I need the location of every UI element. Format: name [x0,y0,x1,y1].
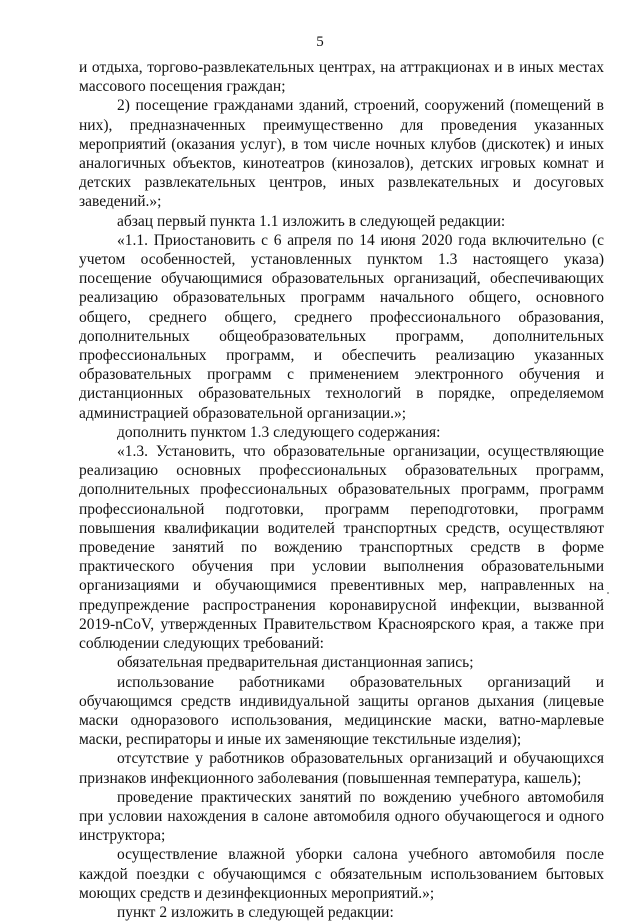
document-body [79,58,604,922]
scan-speck [607,592,609,594]
paragraph: 2) посещение гражданами зданий, строений, сооружений (помещений в них), предназначенных преимущественно для проведения указанных мероприятий (оказания услуг), в том числе ночных клубов (дискотек) и иных аналогичных объектов, кинотеатров (кинозалов), детских игровых комнат и детских развлекательных центров, иных развлекательных и досуговых заведений.»; [79,97,604,211]
paragraph: «1.3. Установить, что образовательные организации, осуществляющие реализацию основных профессиональных образовательных программ, дополнительных профессиональных образовательных программ, программ профессиональной подготовки, программ переподготовки, программ повышения квалификации водителей транспортных средств, осуществляют проведение занятий по вождению транспортных средств в форме практического обучения при условии выполнения образовательными организациями и обучающимися превентивных мер, направленных на предупреждение распространения коронавирусной инфекции, вызванной 2019-nCoV, утвержденных Правительством Красноярского края, а также при соблюдении следующих требований: [79,443,604,653]
paragraph: обязательная предварительная дистанционная запись; [117,654,474,672]
page-number: 5 [316,34,324,50]
paragraph: использование работниками образовательных организаций и обучающимся средств индивидуальной защиты органов дыхания (лицевые маски одноразового использования, медицинские маски, ватно-марлевые маски, респираторы и иные их заменяющие текстильные изделия); [79,673,604,749]
paragraph: осуществление влажной уборки салона учебного автомобиля после каждой поездки с обучающимся с обязательным использованием бытовых моющих средств и дезинфекционных мероприятий.»; [79,846,604,902]
paragraph: абзац первый пункта 1.1 изложить в следующей редакции: [117,212,506,230]
paragraph: дополнить пунктом 1.3 следующего содержания: [117,423,441,441]
paragraph: отсутствие у работников образовательных организаций и обучающихся признаков инфекционного заболевания (повышенная температура, кашель); [79,750,604,787]
paragraph: «1.1. Приостановить с 6 апреля по 14 июня 2020 года включительно (с учетом особенностей, установленных пунктом 1.3 настоящего указа) посещение обучающимися образовательных организаций, обеспечивающих реализацию образовательных программ начального общего, основного общего, среднего общего, среднего профессионального образования, дополнительных общеобразовательных программ, дополнительных профессиональных программ, и обеспечить реализацию указанных образовательных программ с применением электронного обучения и дистанционных образовательных технологий в порядке, определяемом администрацией образовательной организации.»; [79,231,604,422]
paragraph: пункт 2 изложить в следующей редакции: [117,903,394,921]
paragraph: проведение практических занятий по вождению учебного автомобиля при условии нахождения в салоне автомобиля одного обучающегося и одного инструктора; [79,788,604,845]
paragraph: и отдыха, торгово-развлекательных центрах, на аттракционах и в иных местах массового посещения граждан; [79,59,604,96]
